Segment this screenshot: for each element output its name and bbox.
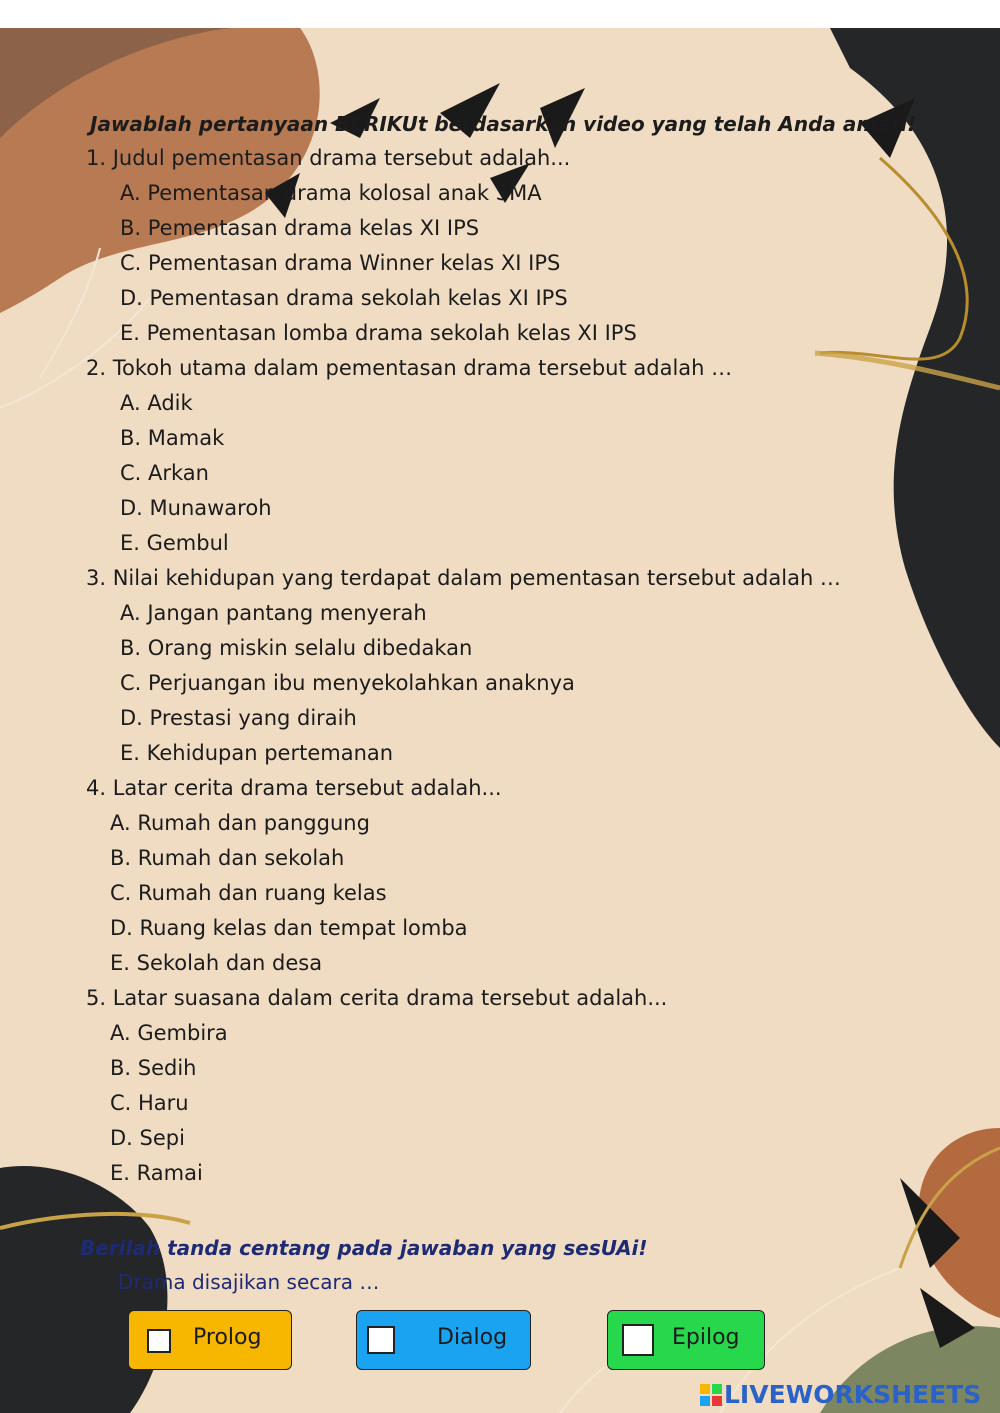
q5-option-c: C. Haru: [110, 1091, 189, 1115]
choice-prolog[interactable]: [128, 1310, 292, 1370]
q5-option-e: E. Ramai: [110, 1161, 203, 1185]
q2-option-b: B. Mamak: [120, 426, 225, 450]
choice-epilog[interactable]: [607, 1310, 765, 1370]
q5-option-b: B. Sedih: [110, 1056, 197, 1080]
q1-option-e: E. Pementasan lomba drama sekolah kelas XI IPS: [120, 321, 637, 345]
q4-option-b: B. Rumah dan sekolah: [110, 846, 345, 870]
q2-option-a: A. Adik: [120, 391, 193, 415]
q2-option-c: C. Arkan: [120, 461, 209, 485]
q4-option-e: E. Sekolah dan desa: [110, 951, 323, 975]
checkbox-epilog[interactable]: [622, 1324, 654, 1356]
q2-option-d: D. Munawaroh: [120, 496, 272, 520]
liveworksheets-logo-text: LIVEWORKSHEETS: [724, 1380, 982, 1409]
q3-option-a: A. Jangan pantang menyerah: [120, 601, 427, 625]
choice-dialog-label: Dialog: [437, 1325, 508, 1350]
q1-option-b: B. Pementasan drama kelas XI IPS: [120, 216, 480, 240]
q4-option-a: A. Rumah dan panggung: [110, 811, 370, 835]
q3-option-e: E. Kehidupan pertemanan: [120, 741, 394, 765]
worksheet-page: [0, 28, 1000, 1413]
q5-option-d: D. Sepi: [110, 1126, 185, 1150]
q3-option-c: C. Perjuangan ibu menyekolahkan anaknya: [120, 671, 575, 695]
instruction-heading: Jawablah pertanyaan BERIKUt berdasarkan video yang telah Anda amati!: [90, 112, 917, 136]
q3-option-d: D. Prestasi yang diraih: [120, 706, 357, 730]
choice-prolog-label: Prolog: [193, 1325, 262, 1350]
q1-option-c: C. Pementasan drama Winner kelas XI IPS: [120, 251, 561, 275]
q4-option-d: D. Ruang kelas dan tempat lomba: [110, 916, 468, 940]
choice-epilog-label: Epilog: [672, 1325, 740, 1350]
q1-option-a: A. Pementasan drama kolosal anak SMA: [120, 181, 542, 205]
instruction-checkmark: Berilah tanda centang pada jawaban yang sesUAi!: [80, 1236, 648, 1260]
question-3: 3. Nilai kehidupan yang terdapat dalam pementasan tersebut adalah …: [86, 566, 841, 590]
q5-option-a: A. Gembira: [110, 1021, 228, 1045]
question-4: 4. Latar cerita drama tersebut adalah...: [86, 776, 502, 800]
checkbox-dialog[interactable]: [367, 1326, 395, 1354]
checkbox-prolog[interactable]: [147, 1329, 171, 1353]
q1-option-d: D. Pementasan drama sekolah kelas XI IPS: [120, 286, 568, 310]
q2-option-e: E. Gembul: [120, 531, 229, 555]
question-5: 5. Latar suasana dalam cerita drama tersebut adalah...: [86, 986, 668, 1010]
question-2: 2. Tokoh utama dalam pementasan drama tersebut adalah …: [86, 356, 733, 380]
choice-dialog[interactable]: [356, 1310, 531, 1370]
liveworksheets-logo: [700, 1380, 981, 1409]
question-6: Drama disajikan secara …: [118, 1270, 380, 1294]
q4-option-c: C. Rumah dan ruang kelas: [110, 881, 387, 905]
liveworksheets-logo-icon: [700, 1384, 722, 1406]
q3-option-b: B. Orang miskin selalu dibedakan: [120, 636, 473, 660]
question-1: 1. Judul pementasan drama tersebut adalah...: [86, 146, 571, 170]
